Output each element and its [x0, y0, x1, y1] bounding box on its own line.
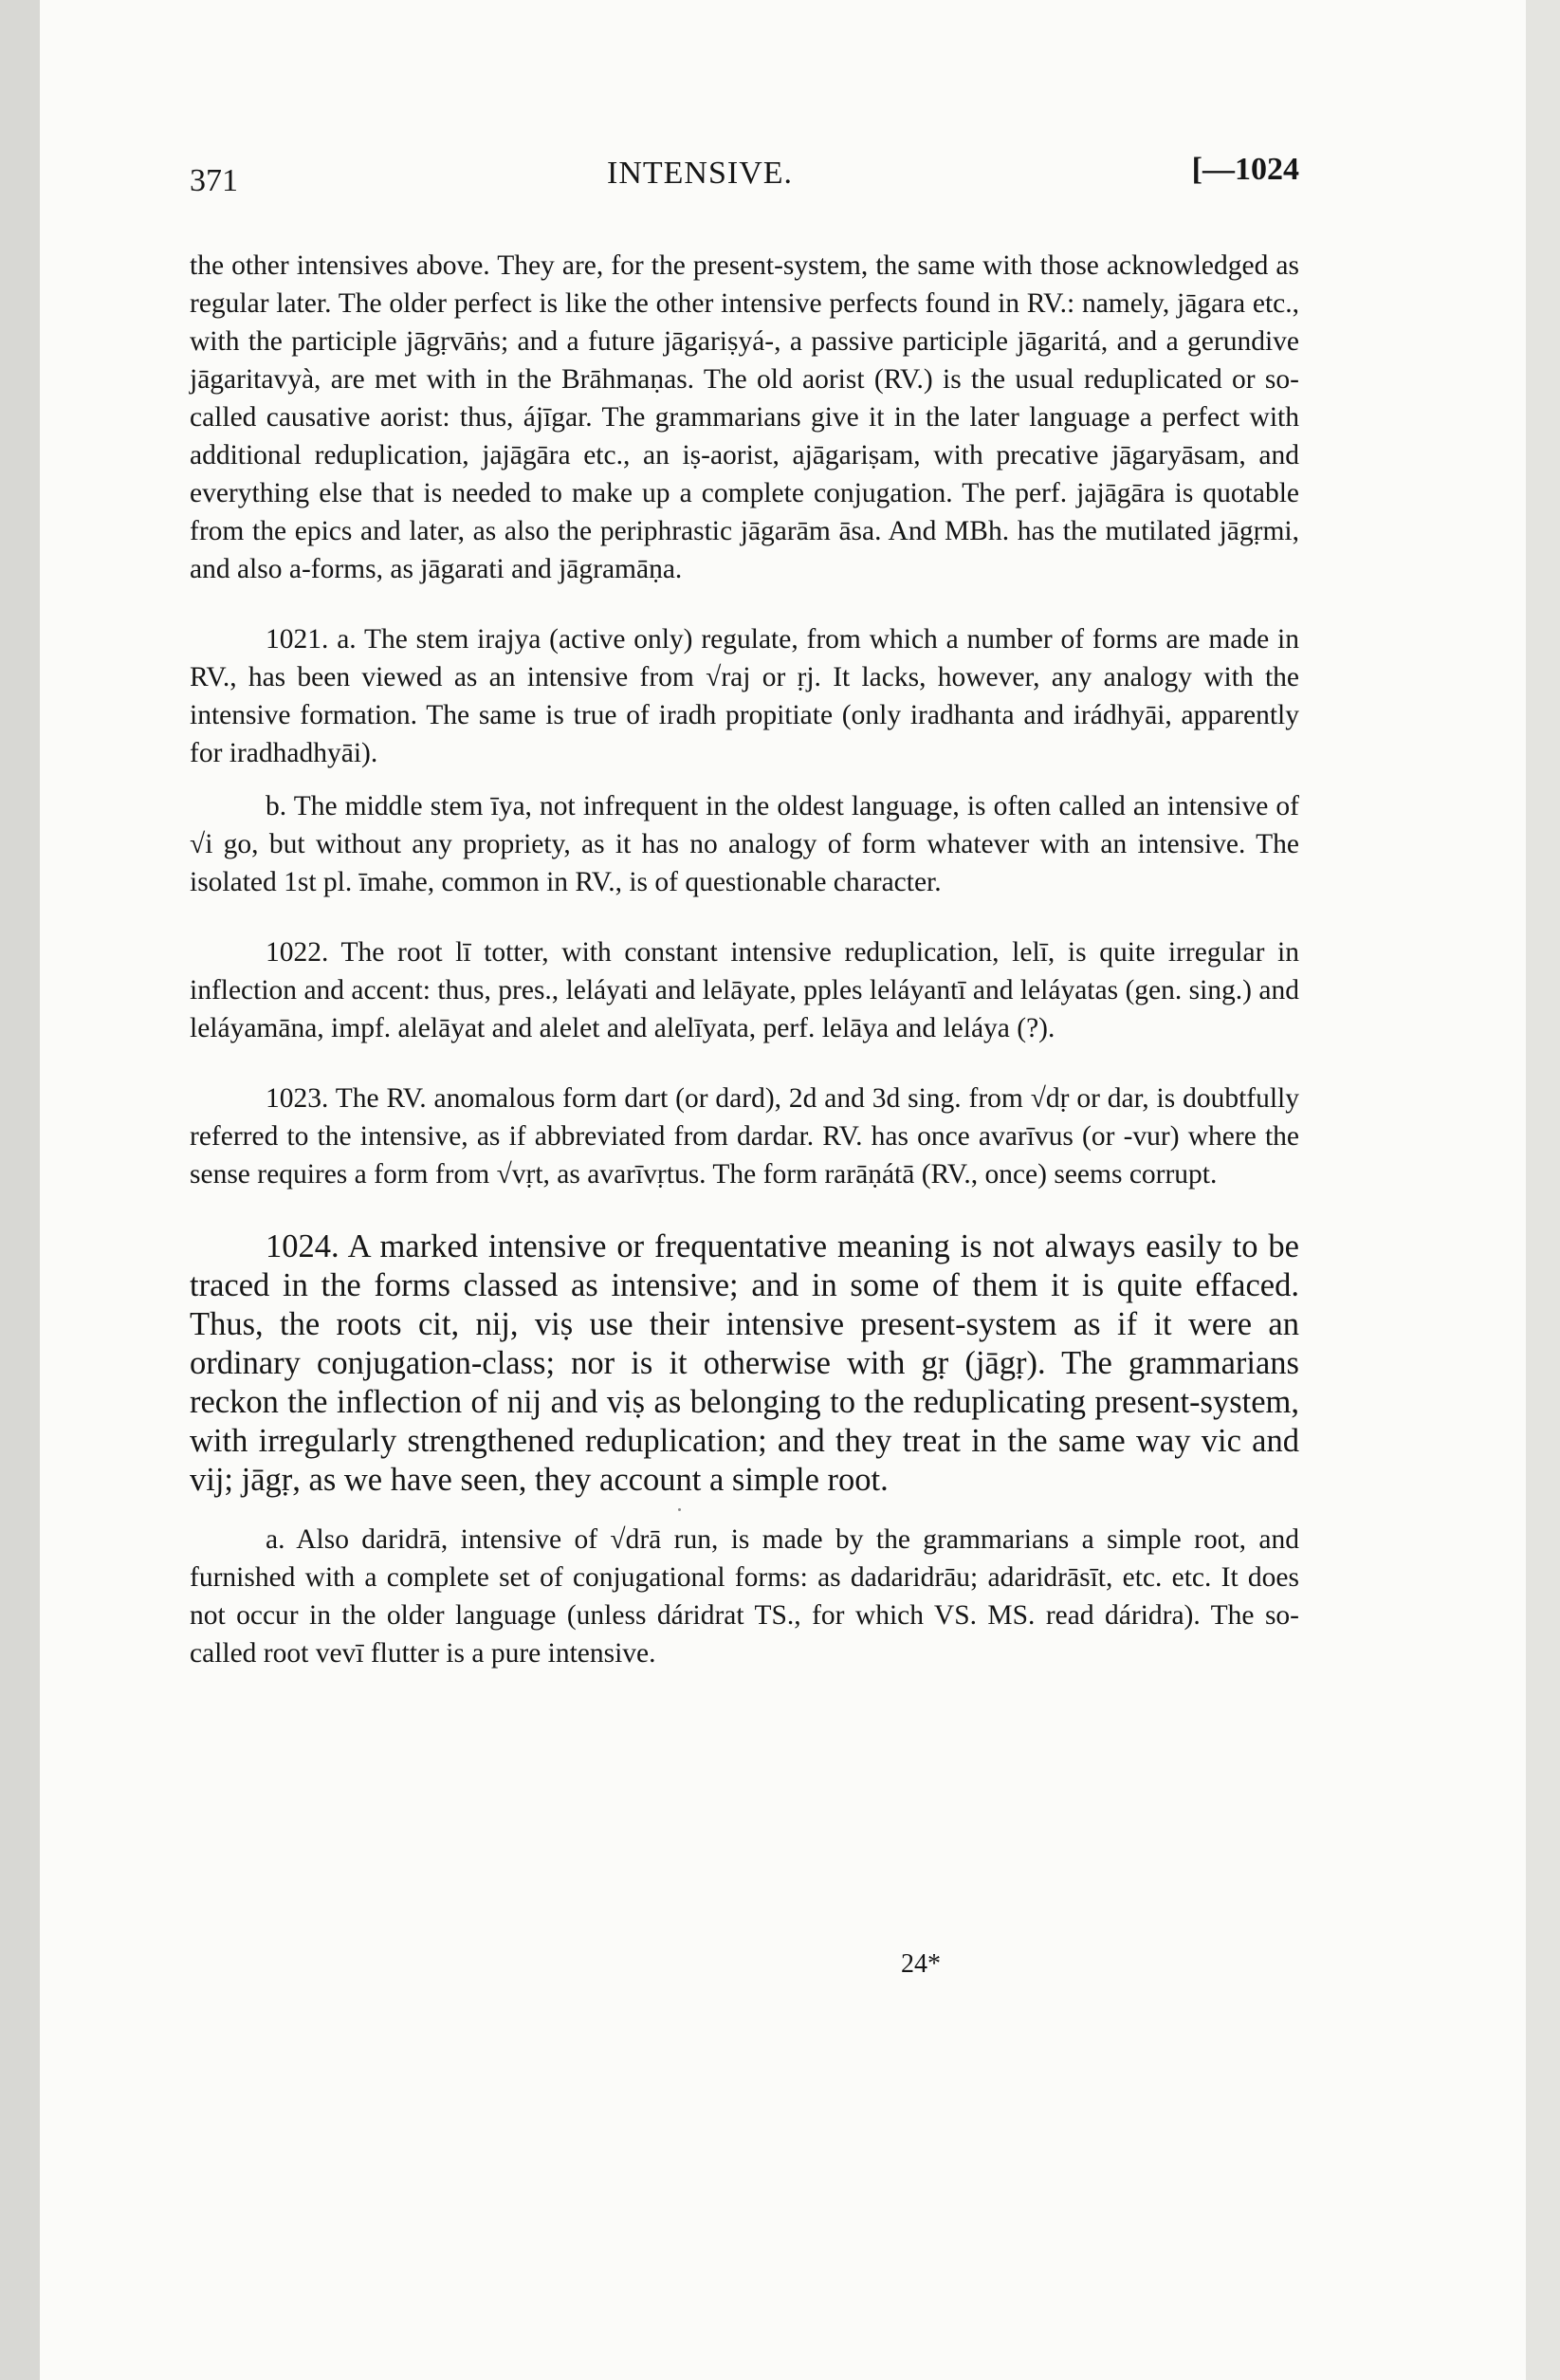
page-number: 371 [190, 163, 238, 198]
main-text-block [190, 1227, 1299, 1500]
section-1023: 1023. The RV. anomalous form dart (or dard), 2d and 3d sing. from √dṛ or dar, is doubtfully referred to the intensive, as if abbreviated from dardar. RV. has once avarīvus (or -vur) where the sense requires a form from √vṛt, as avarīvṛtus. The form rarāṇátā (RV., once) seems corrupt. [190, 1083, 1299, 1190]
section-1021b: b. The middle stem īya, not infrequent in the oldest language, is often called an intensive of √i go, but without any propriety, as it has no analogy of form whatever with an intensive. The isolated 1st pl. īmahe, common in RV., is of questionable character. [190, 791, 1299, 897]
continuation-paragraph: the other intensives above. They are, for the present-system, the same with those acknowledged as regular later. The older perfect is like the other intensive perfects found in RV.: namely, jāgara etc., with the participle jāgṛvāṅs; and a future jāgariṣyá-, a passive participle jāgaritá, and a gerundive jāgaritavyà, are met with in the Brāhmaṇas. The old aorist (RV.) is the usual reduplicated or so-called causative aorist: thus, ájīgar. The grammarians give it in the later language a perfect with additional reduplication, jajāgāra etc., an iṣ-aorist, ajāgariṣam, with precative jāgaryāsam, and everything else that is needed to make up a complete conjugation. The perf. jajāgāra is quotable from the epics and later, as also the periphrastic jāgarām āsa. And MBh. has the mutilated jāgṛmi, and also a-forms, as jāgarati and jāgramāṇa. [190, 250, 1299, 584]
section-1021a: 1021. a. The stem irajya (active only) regulate, from which a number of forms are made in RV., has been viewed as an intensive from √raj or ṛj. It lacks, however, any analogy with the intensive formation. The same is true of iradh propitiate (only iradhanta and irádhyāi, apparently for iradhadhyāi). [190, 624, 1299, 768]
small-print-block-2 [190, 1521, 1299, 1672]
book-page [190, 142, 1299, 1672]
section-1022: 1022. The root lī totter, with constant intensive reduplication, lelī, is quite irregular in inflection and accent: thus, pres., leláyati and lelāyate, pples leláyantī and leláyatas (gen. sing.) and leláyamāna, impf. alelāyat and alelet and alelīyata, perf. lelāya and leláya (?). [190, 937, 1299, 1043]
scan-edge-left [0, 0, 40, 2380]
section-1024: 1024. A marked intensive or frequentative meaning is not always easily to be traced in the forms classed as intensive; and in some of them it is quite effaced. Thus, the roots cit, nij, viṣ use their intensive present-system as if it were an ordinary conjugation-class; nor is it otherwise with gṛ (jāgṛ). The grammarians reckon the inflection of nij and viṣ as belonging to the reduplicating present-system, with irregularly strengthened reduplication; and they treat in the same way vic and vij; jāgṛ, as we have seen, they account a simple root. [190, 1228, 1299, 1498]
section-reference: [—1024 [1191, 152, 1299, 187]
page-title: INTENSIVE. [607, 156, 794, 191]
section-1024a: a. Also daridrā, intensive of √drā run, is made by the grammarians a simple root, and furnished with a complete set of conjugational forms: as dadaridrāu; adaridrāsīt, etc. etc. It does not occur in the older language (unless dáridrat TS., for which VS. MS. read dáridra). The so-called root vevī flutter is a pure intensive. [190, 1524, 1299, 1669]
signature-mark: 24* [901, 1949, 941, 1979]
scan-speck [678, 1508, 681, 1511]
small-print-block [190, 247, 1299, 1193]
running-head [190, 142, 1299, 199]
scan-edge-right [1526, 0, 1560, 2380]
